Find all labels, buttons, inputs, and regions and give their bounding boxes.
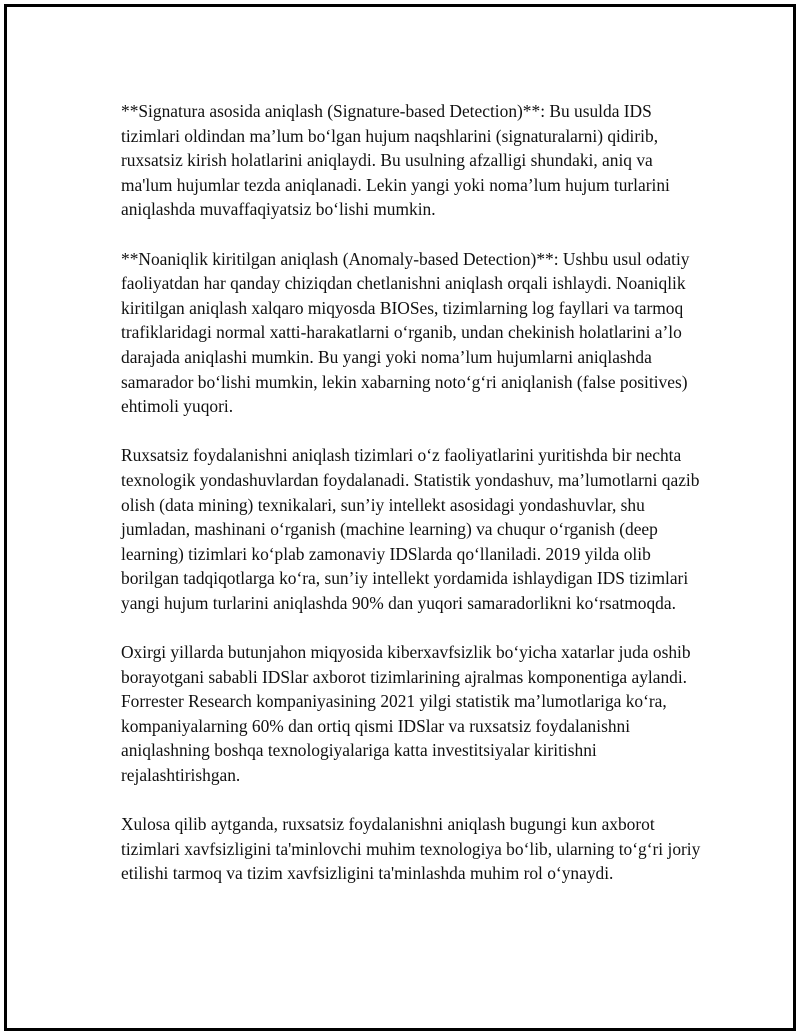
paragraph-anomaly-detection: **Noaniqlik kiritilgan aniqlash (Anomaly-based Detection)**: Ushbu usul odatiy faoliyatdan har qanday chiziqdan chetlanishni aniqlash orqali ishlaydi. Noaniqlik kiritilgan aniqlash xalqaro miqyosda BIOSes, tizimlarning log fayllari va tarmoq trafiklaridagi normal xatti-harakatlarni o‘rganib, undan chekinish holatlarini a’lo darajada aniqlashi mumkin. Bu yangi yoki noma’lum hujumlarni aniqlashda samarador bo‘lishi mumkin, lekin xabarning noto‘g‘ri aniqlanish (false positives) ehtimoli yuqori.	[121, 248, 690, 417]
paragraph-signature-detection: **Signatura asosida aniqlash (Signature-based Detection)**: Bu usulda IDS tizimlari oldindan ma’lum bo‘lgan hujum naqshlarini (signaturalarni) qidirib, ruxsatsiz kirish holatlarini aniqlaydi. Bu usulning afzalligi shundaki, aniq va ma'lum hujumlar tezda aniqlanadi. Lekin yangi yoki noma’lum hujum turlarini aniqlashda muvaffaqiyatsiz bo‘lishi mumkin.	[121, 101, 670, 220]
paragraph-conclusion: Xulosa qilib aytganda, ruxsatsiz foydalanishni aniqlash bugungi kun axborot tizimlari xavfsizligini ta'minlovchi muhim texnologiya bo‘lib, ularning to‘g‘ri joriy etilishi tarmoq va tizim xavfsizligini ta'minlashda muhim rol o‘ynaydi.	[121, 814, 701, 884]
paragraph-recent-years: Oxirgi yillarda butunjahon miqyosida kiberxavfsizlik bo‘yicha xatarlar juda oshib borayotgani sababli IDSlar axborot tizimlarining ajralmas komponentiga aylandi. Forrester Research kompaniyasining 2021 yilgi statistik ma’lumotlariga ko‘ra, kompaniyalarning 60% dan ortiq qismi IDSlar va ruxsatsiz foydalanishni aniqlashning boshqa texnologiyalariga katta investitsiyalar kiritishni rejalashtirishgan.	[121, 642, 691, 786]
document-body	[121, 99, 701, 886]
page-frame	[4, 4, 796, 1031]
paragraph-technologies: Ruxsatsiz foydalanishni aniqlash tizimlari o‘z faoliyatlarini yuritishda bir nechta texnologik yondashuvlardan foydalanadi. Statistik yondashuv, ma’lumotlarni qazib olish (data mining) texnikalari, sun’iy intellekt asosidagi yondashuvlar, shu jumladan, mashinani o‘rganish (machine learning) va chuqur o‘rganish (deep learning) tizimlari ko‘plab zamonaviy IDSlarda qo‘llaniladi. 2019 yilda olib borilgan tadqiqotlarga ko‘ra, sun’iy intellekt yordamida ishlaydigan IDS tizimlari yangi hujum turlarini aniqlashda 90% dan yuqori samaradorlikni ko‘rsatmoqda.	[121, 445, 700, 613]
